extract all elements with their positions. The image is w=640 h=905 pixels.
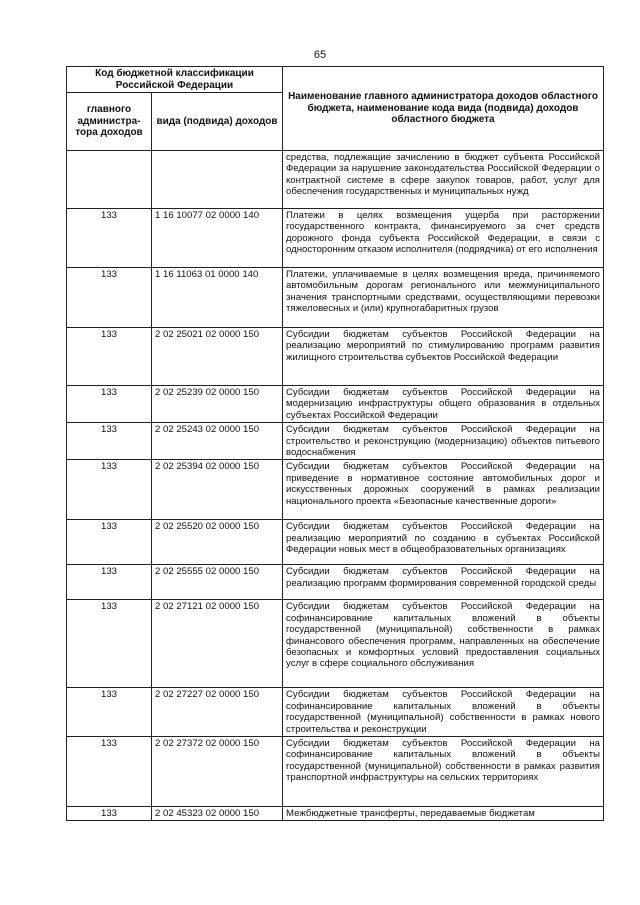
revenue-description-cell: Субсидии бюджетам субъектов Российской Федерации на реализацию мероприятий по стимулированию программ развития жилищного строительства субъектов Российской Федерации	[283, 328, 604, 386]
table-row	[67, 460, 604, 520]
admin-code-cell: 133	[67, 328, 152, 386]
revenue-description-cell: Субсидии бюджетам субъектов Российской Федерации на софинансирование капитальных вложений в объекты государственной (муниципальной) собственности в рамках нового строительства и реконструкции	[283, 688, 604, 737]
revenue-description-cell: Платежи, уплачиваемые в целях возмещения вреда, причиняемого автомобильным дорогам регионального или межмуниципального значения транспортными средствами, осуществляющими перевозки тяжеловесных и (или) крупногабаритных грузов	[283, 268, 604, 328]
header-main-administrator: главного администра-тора доходов	[67, 93, 152, 151]
admin-code-cell: 133	[67, 209, 152, 268]
table-row	[67, 807, 604, 821]
table-row	[67, 688, 604, 737]
revenue-code-cell: 2 02 27372 02 0000 150	[152, 737, 283, 807]
admin-code-cell: 133	[67, 565, 152, 600]
revenue-description-cell: средства, подлежащие зачислению в бюджет субъекта Российской Федерации за нарушение законодательства Российской Федерации о контрактной системе в сфере закупок товаров, работ, услуг для обеспечения государственных и муниципальных нужд	[283, 151, 604, 209]
revenue-code-cell	[152, 151, 283, 209]
table-row	[67, 423, 604, 460]
revenue-description-cell: Субсидии бюджетам субъектов Российской Федерации на реализацию программ формирования современной городской среды	[283, 565, 604, 600]
table-row	[67, 737, 604, 807]
revenue-code-cell: 2 02 25394 02 0000 150	[152, 460, 283, 520]
table-row	[67, 328, 604, 386]
header-administrator-name: Наименование главного администратора доходов областного бюджета, наименование кода вида (подвида) доходов областного бюджета	[283, 67, 604, 151]
revenue-code-cell: 2 02 27227 02 0000 150	[152, 688, 283, 737]
header-classification-code: Код бюджетной классификации Российской Федерации	[67, 67, 283, 93]
revenue-code-cell: 2 02 25243 02 0000 150	[152, 423, 283, 460]
revenue-code-cell: 2 02 25021 02 0000 150	[152, 328, 283, 386]
page-number: 65	[313, 49, 327, 61]
admin-code-cell: 133	[67, 600, 152, 688]
table-row	[67, 209, 604, 268]
table-row	[67, 268, 604, 328]
revenue-code-cell: 2 02 25520 02 0000 150	[152, 520, 283, 565]
revenue-description-cell: Субсидии бюджетам субъектов Российской Федерации на модернизацию инфраструктуры общего образования в отдельных субъектах Российской Федерации	[283, 386, 604, 423]
revenue-code-cell: 2 02 25239 02 0000 150	[152, 386, 283, 423]
revenue-description-cell: Субсидии бюджетам субъектов Российской Федерации на софинансирование капитальных вложений в объекты государственной (муниципальной) собственности в рамках развития транспортной инфраструктуры на сельских территориях	[283, 737, 604, 807]
admin-code-cell: 133	[67, 688, 152, 737]
revenue-code-cell: 2 02 25555 02 0000 150	[152, 565, 283, 600]
revenue-code-cell: 1 16 11063 01 0000 140	[152, 268, 283, 328]
revenue-code-cell: 1 16 10077 02 0000 140	[152, 209, 283, 268]
revenue-description-cell: Субсидии бюджетам субъектов Российской Федерации на приведение в нормативное состояние автомобильных дорог и искусственных дорожных сооружений в рамках реализации национального проекта «Безопасные качественные дороги»	[283, 460, 604, 520]
admin-code-cell: 133	[67, 520, 152, 565]
revenue-description-cell: Субсидии бюджетам субъектов Российской Федерации на реализацию мероприятий по созданию в субъектах Российской Федерации новых мест в общеобразовательных организациях	[283, 520, 604, 565]
admin-code-cell	[67, 151, 152, 209]
revenue-description-cell: Субсидии бюджетам субъектов Российской Федерации на строительство и реконструкцию (модернизацию) объектов питьевого водоснабжения	[283, 423, 604, 460]
header-revenue-type: вида (подвида) доходов	[152, 93, 283, 151]
admin-code-cell: 133	[67, 423, 152, 460]
budget-classification-table	[66, 66, 604, 821]
revenue-description-cell: Межбюджетные трансферты, передаваемые бюджетам	[283, 807, 604, 821]
revenue-description-cell: Платежи в целях возмещения ущерба при расторжении государственного контракта, финансируемого за счет средств дорожного фонда субъекта Российской Федерации, в связи с односторонним отказом исполнителя (подрядчика) от его исполнения	[283, 209, 604, 268]
table-row	[67, 600, 604, 688]
table-row	[67, 151, 604, 209]
revenue-code-cell: 2 02 45323 02 0000 150	[152, 807, 283, 821]
admin-code-cell: 133	[67, 386, 152, 423]
admin-code-cell: 133	[67, 807, 152, 821]
admin-code-cell: 133	[67, 737, 152, 807]
table-row	[67, 386, 604, 423]
table-row	[67, 520, 604, 565]
table-row	[67, 565, 604, 600]
revenue-code-cell: 2 02 27121 02 0000 150	[152, 600, 283, 688]
admin-code-cell: 133	[67, 460, 152, 520]
revenue-description-cell: Субсидии бюджетам субъектов Российской Федерации на софинансирование капитальных вложений в объекты государственной (муниципальной) собственности в рамках финансового обеспечения программ, направленных на обеспечение безопасных и комфортных условий предоставления социальных услуг в сфере социального обслуживания	[283, 600, 604, 688]
admin-code-cell: 133	[67, 268, 152, 328]
